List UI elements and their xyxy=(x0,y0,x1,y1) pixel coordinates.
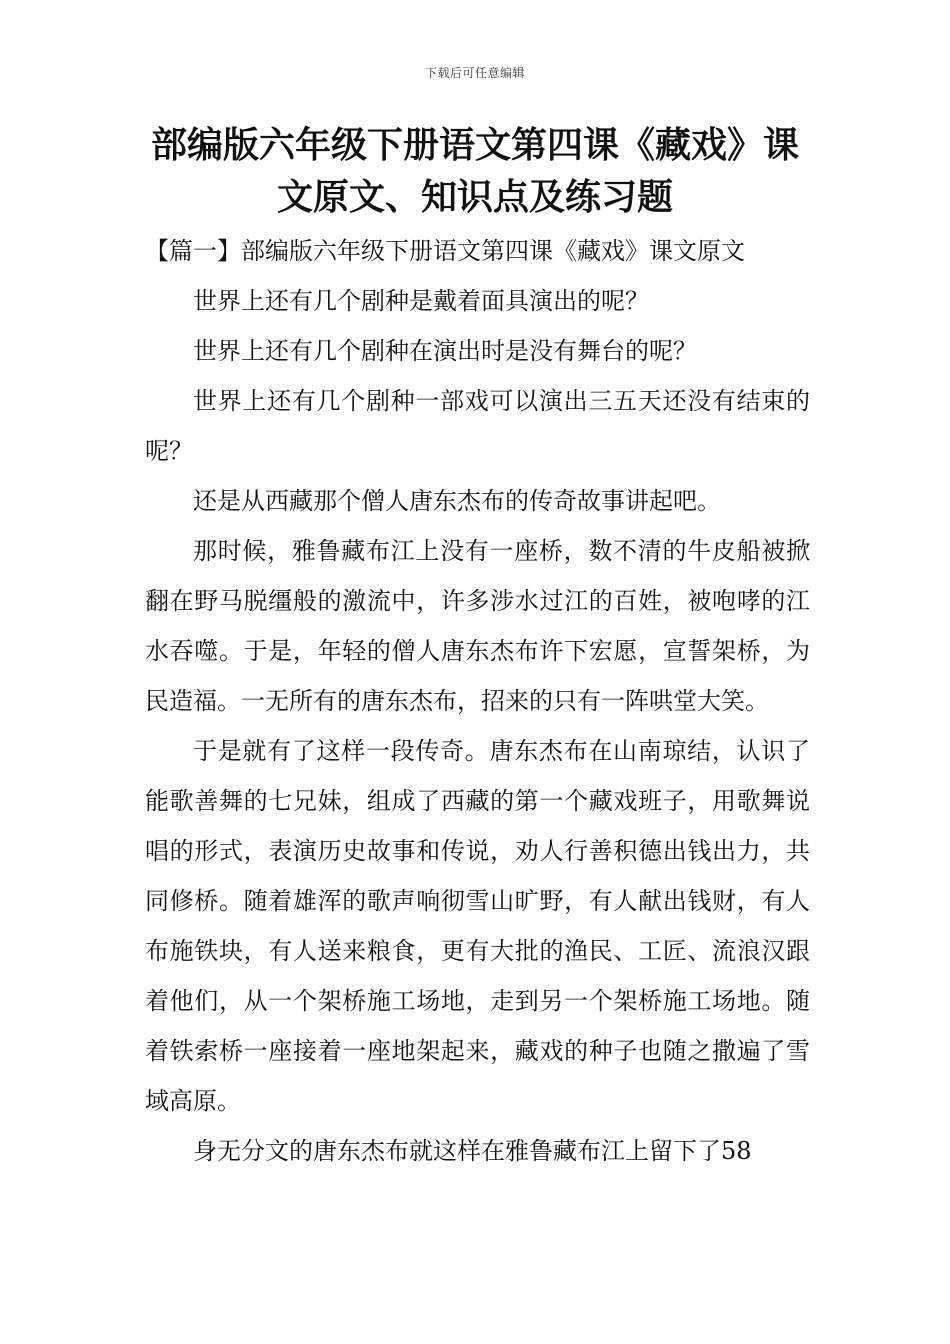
paragraph: 还是从西藏那个僧人唐东杰布的传奇故事讲起吧。 xyxy=(193,487,721,515)
paragraph: 于是就有了这样一段传奇。唐东杰布在山南琼结，认识了能歌善舞的七兄妹，组成了西藏的第一个藏戏班子，用歌舞说唱的形式，表演历史故事和传说，劝人行善积德出钱出力，共同修桥。随着雄浑的歌声响彻雪山旷野，有人献出钱财，有人布施铁块，有人送来粮食，更有大批的渔民、工匠、流浪汉跟着他们，从一个架桥施工场地，走到另一个架桥施工场地。随着铁索桥一座接着一座地架起来，藏戏的种子也随之撒遍了雪域高原。 xyxy=(145,737,810,1115)
paragraph: 身无分文的唐东杰布就这样在雅鲁藏布江上留下了58 xyxy=(193,1137,752,1165)
paragraph: 世界上还有几个剧种一部戏可以演出三五天还没有结束的呢？ xyxy=(145,387,810,465)
document-title: 部编版六年级下册语文第四课《藏戏》课文原文、知识点及练习题 xyxy=(150,125,799,218)
header-note: 下载后可任意编辑 xyxy=(424,66,525,80)
paragraph: 世界上还有几个剧种是戴着面具演出的呢？ xyxy=(193,287,649,315)
section-heading: 【篇一】部编版六年级下册语文第四课《藏戏》课文原文 xyxy=(145,237,745,265)
paragraph: 那时候，雅鲁藏布江上没有一座桥，数不清的牛皮船被掀翻在野马脱缰般的激流中，许多涉水过江的百姓，被咆哮的江水吞噬。于是，年轻的僧人唐东杰布许下宏愿，宣誓架桥，为民造福。一无所有的唐东杰布，招来的只有一阵哄堂大笑。 xyxy=(145,537,810,715)
paragraph: 世界上还有几个剧种在演出时是没有舞台的呢？ xyxy=(193,337,697,365)
document-body xyxy=(145,276,810,1176)
